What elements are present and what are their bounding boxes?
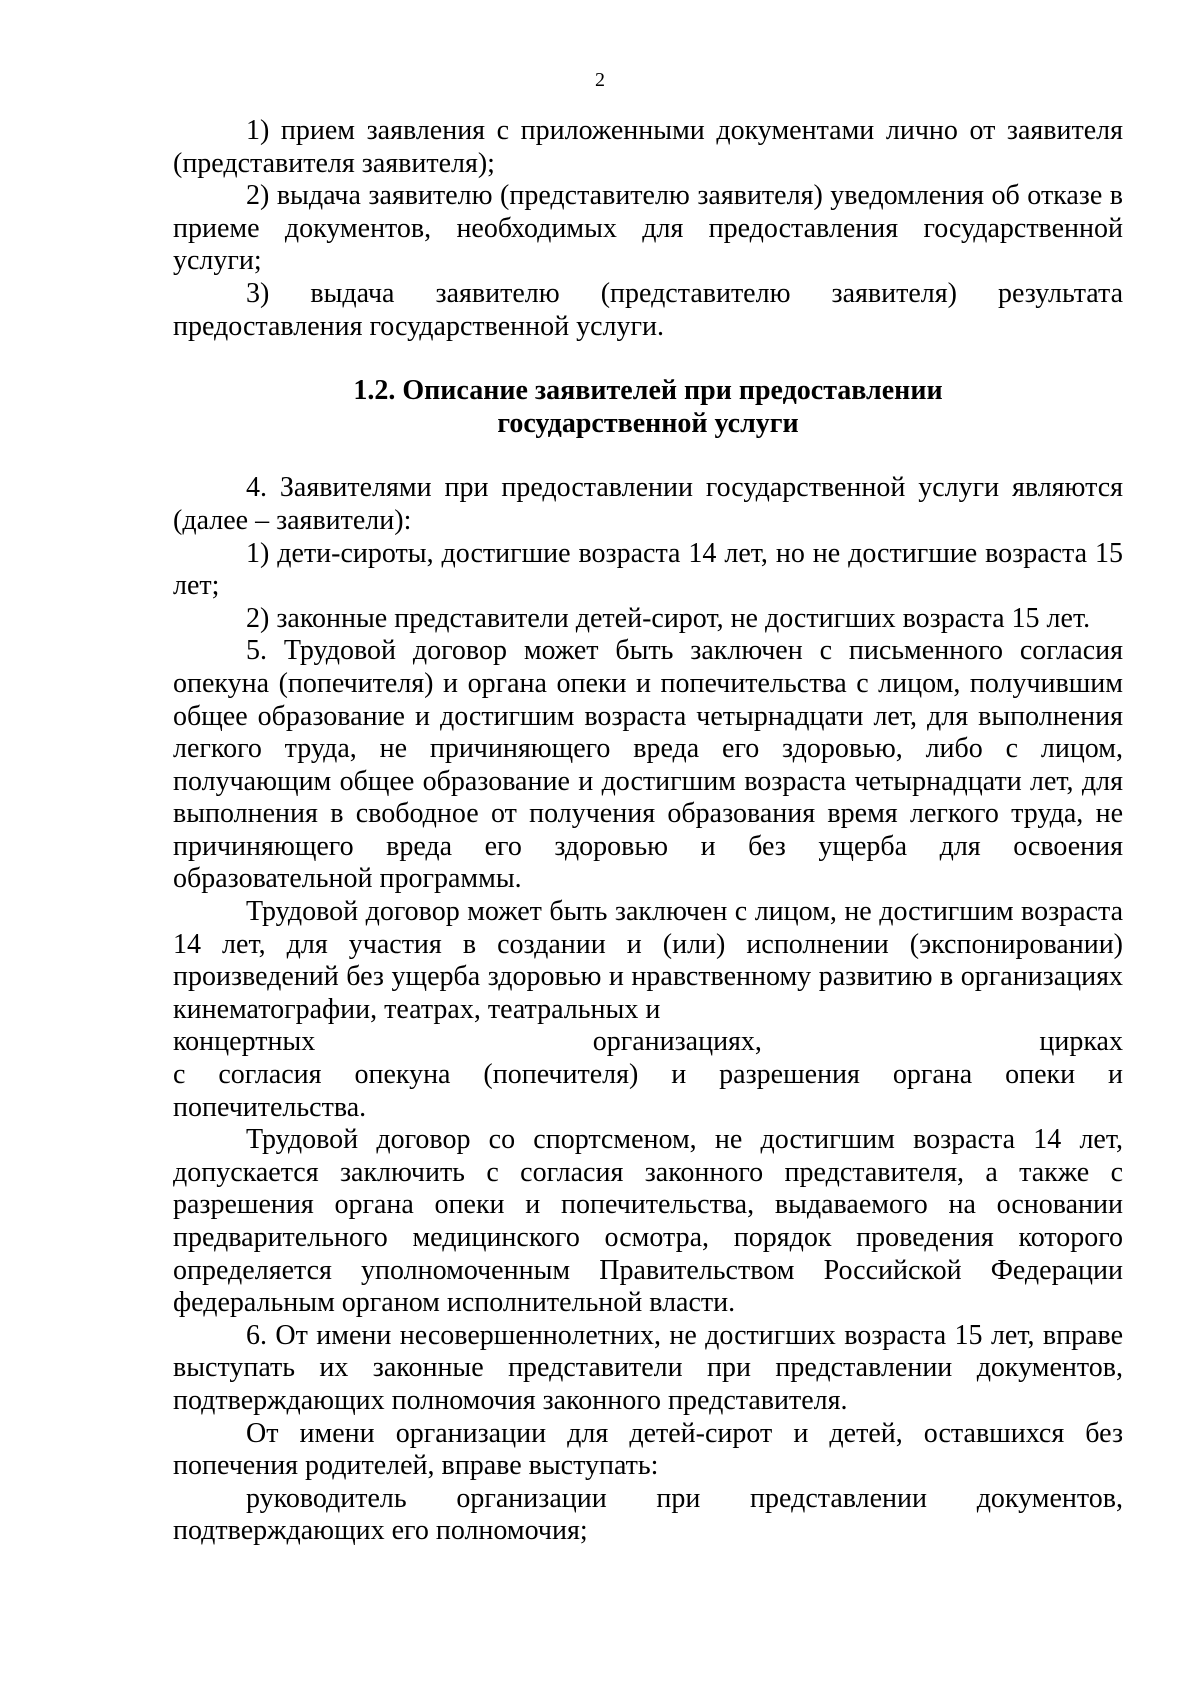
paragraph-labor-contract-under-14: Трудовой договор может быть заключен с лицом, не достигшим возраста 14 лет, для участия в создании и (или) исполнении (экспонировании) произведений без ущерба здоровью и нравственному развитию в организациях кинематографии, театрах, театральных и: [173, 896, 1123, 1025]
section-heading-line-1: 1.2. Описание заявителей при предоставлении: [353, 375, 943, 407]
paragraph-line-consent: с согласия опекуна (попечителя) и разрешения органа опеки и: [173, 1059, 1123, 1091]
list-item-1: 1) прием заявления с приложенными документами лично от заявителя (представителя заявителя);: [173, 115, 1123, 179]
applicant-item-1: 1) дети-сироты, достигшие возраста 14 лет, но не достигшие возраста 15 лет;: [173, 537, 1123, 602]
paragraph-line-concert: концертных организациях, цирках: [173, 1026, 1123, 1058]
paragraph-organization: От имени организации для детей-сирот и детей, оставшихся без попечения родителей, вправе выступать:: [173, 1417, 1123, 1482]
list-item-3: 3) выдача заявителю (представителю заявителя) результата предоставления государственной услуги.: [173, 277, 1123, 342]
paragraph-4: 4. Заявителями при предоставлении государственной услуги являются (далее – заявители):: [173, 472, 1123, 536]
page-number: 2: [595, 69, 605, 91]
paragraph-5: 5. Трудовой договор может быть заключен с письменного согласия опекуна (попечителя) и органа опеки и попечительства с лицом, получившим общее образование и достигшим возраста четырнадцати лет, для выполнения легкого труда, не причиняющего вреда его здоровью, либо с лицом, получающим общее образование и достигшим возраста четырнадцати лет, для выполнения в свободное от получения образования время легкого труда, не причиняющего вреда его здоровью и без ущерба для освоения образовательной программы.: [173, 635, 1123, 895]
paragraph-athlete-contract: Трудовой договор со спортсменом, не достигшим возраста 14 лет, допускается заключить с согласия законного представителя, а также с разрешения органа опеки и попечительства, выдаваемого на основании предварительного медицинского осмотра, порядок проведения которого определяется уполномоченным Правительством Российской Федерации федеральным органом исполнительной власти.: [173, 1124, 1123, 1319]
section-heading-line-2: государственной услуги: [497, 407, 799, 439]
paragraph-head-of-organization: руководитель организации при представлении документов, подтверждающих его полномочия;: [173, 1482, 1123, 1547]
applicant-item-2: 2) законные представители детей-сирот, не достигших возраста 15 лет.: [246, 602, 1091, 634]
paragraph-line-guardianship: попечительства.: [173, 1091, 367, 1123]
list-item-2: 2) выдача заявителю (представителю заявителя) уведомления об отказе в приеме документов, необходимых для предоставления государственной услуги;: [173, 180, 1123, 277]
document-body: [173, 115, 1123, 1548]
paragraph-6: 6. От имени несовершеннолетних, не достигших возраста 15 лет, вправе выступать их законные представители при представлении документов, подтверждающих полномочия законного представителя.: [173, 1319, 1123, 1416]
section-heading: [173, 375, 1123, 440]
